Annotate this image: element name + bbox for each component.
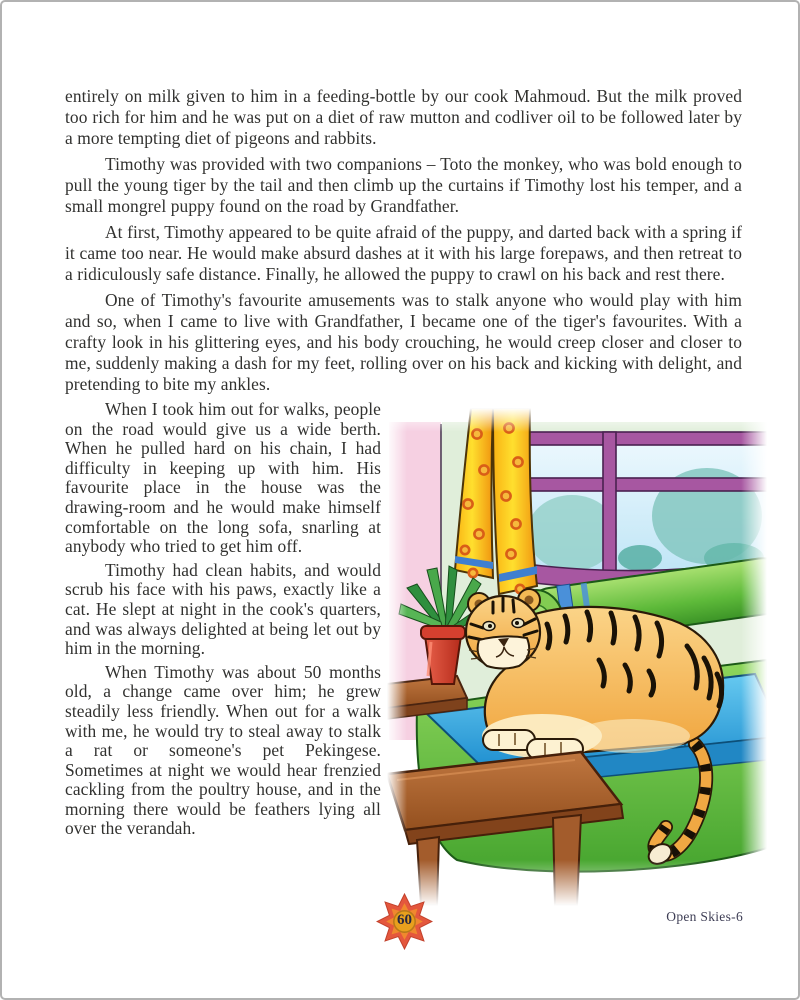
window-frame-mullion [603,432,616,576]
window-frame-rail [515,478,767,491]
story-paragraph: When Timothy was about 50 months old, a change came over him; he grew steadily less friendly. When out for a walk with me, he would try to steal away to stalk a rat or someone's pet Pekingese. Sometimes at night we would hear frenzied cackling from the poultry house, and in the morning there would be feathers lying all over the verandah. [65,661,381,839]
story-paragraph: Timothy was provided with two companions – Toto the monkey, who was bold enough to pull the young tiger by the tail and then climb up the curtains if Timothy lost his temper, and a small mongrel puppy found on the road by Grandfather. [65,154,742,216]
curtain-panel [493,408,537,594]
page-number: 60 [397,912,412,928]
story-paragraph: Timothy had clean habits, and would scrub his face with his paws, exactly like a cat. He slept at night in the cook's quarters, and was always delighted at being let out by him in the morning. [65,559,381,659]
fade-left [387,408,407,906]
story-illustration [387,408,767,906]
window-frame-top [515,432,767,445]
tiger-head [466,589,540,669]
fade-top [387,408,767,432]
tiger-belly [574,719,690,753]
bush [618,545,662,571]
story-text-block [65,86,767,906]
story-paragraph: entirely on milk given to him in a feeding-bottle by our cook Mahmoud. But the milk proved too rich for him and he was put on a diet of raw mutton and codliver oil to be followed later by a more tempting diet of pigeons and rabbits. [65,86,742,148]
story-paragraph: When I took him out for walks, people on the road would give us a wide berth. When he pulled hard on his chain, I had difficulty in keeping up with him. His favourite place in the house was the drawing-room and he would make himself comfortable on the long sofa, snarling at anybody who tried to get him off. [65,399,381,557]
tiger-pupil [515,621,519,625]
story-paragraph: At first, Timothy appeared to be quite afraid of the puppy, and darted back with a spring if it came too near. He would make absurd dashes at it with his large forepaws, and then retreat to a ridiculously safe distance. Finally, he allowed the puppy to crawl on his back and rest there. [65,222,742,284]
story-paragraph: One of Timothy's favourite amusements was to stalk anyone who would play with him and so, when I came to live with Grandfather, I became one of the tiger's favourites. With a crafty look in his glittering eyes, and his body crouching, he would creep closer and closer to me, suddenly making a dash for my feet, rolling over on his back and kicking with delight, and pretending to bite my ankles. [65,290,742,394]
fade-bottom [387,860,767,906]
fade-right [741,408,767,906]
page-number-badge [376,893,433,950]
tiger-pupil [488,624,492,628]
book-title-footer: Open Skies-6 [666,909,743,924]
